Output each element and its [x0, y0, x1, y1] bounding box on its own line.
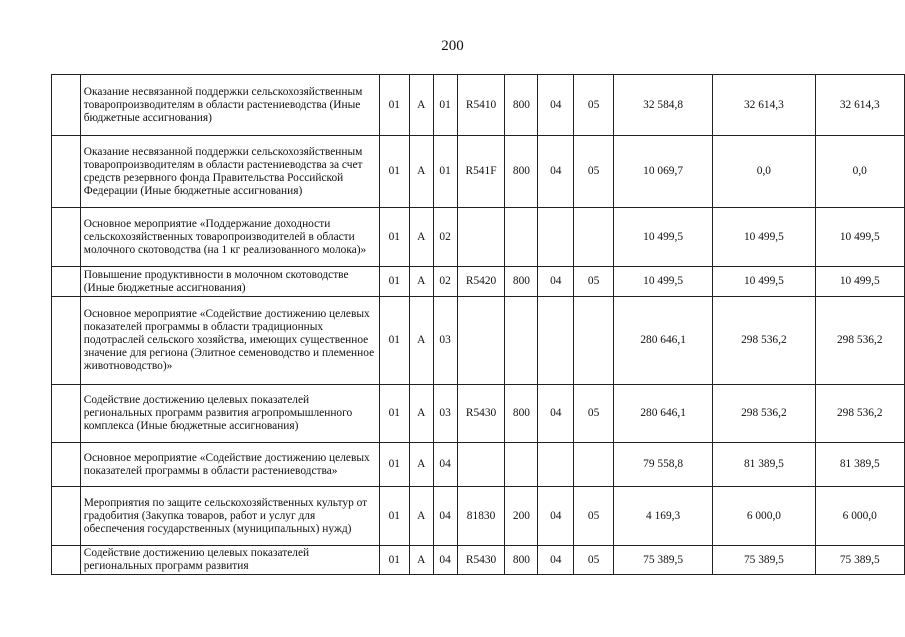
amount-year-1: 79 558,8 — [613, 443, 712, 487]
amount-year-1: 10 499,5 — [613, 208, 712, 267]
expense-type-code — [505, 297, 538, 385]
subprogram-code: А — [409, 443, 433, 487]
subsection-code — [574, 443, 614, 487]
amount-year-2: 81 389,5 — [713, 443, 815, 487]
section-code — [538, 297, 574, 385]
amount-year-3: 32 614,3 — [815, 75, 904, 136]
direction-code: R5430 — [457, 546, 505, 575]
amount-year-1: 75 389,5 — [613, 546, 712, 575]
expense-name: Повышение продуктивности в молочном скотоводстве (Иные бюджетные ассигнования) — [80, 267, 379, 297]
subprogram-code: А — [409, 487, 433, 546]
subsection-code: 05 — [574, 267, 614, 297]
main-activity-code: 02 — [433, 208, 457, 267]
direction-code — [457, 443, 505, 487]
subsection-code — [574, 208, 614, 267]
program-code: 01 — [379, 487, 409, 546]
direction-code: R5420 — [457, 267, 505, 297]
table-row — [52, 546, 905, 575]
subprogram-code: А — [409, 385, 433, 443]
program-code: 01 — [379, 208, 409, 267]
subsection-code: 05 — [574, 385, 614, 443]
expense-type-code — [505, 443, 538, 487]
expense-type-code — [505, 208, 538, 267]
subprogram-code: А — [409, 267, 433, 297]
subsection-code: 05 — [574, 487, 614, 546]
program-code: 01 — [379, 385, 409, 443]
expense-name: Содействие достижению целевых показателей региональных программ развития агропромышленного комплекса (Иные бюджетные ассигнования) — [80, 385, 379, 443]
row-blank-cell — [52, 487, 81, 546]
subprogram-code: А — [409, 297, 433, 385]
subsection-code — [574, 297, 614, 385]
expense-name: Основное мероприятие «Содействие достижению целевых показателей программы в области растениеводства» — [80, 443, 379, 487]
subsection-code: 05 — [574, 75, 614, 136]
table-row — [52, 208, 905, 267]
table-row — [52, 385, 905, 443]
expense-name: Основное мероприятие «Поддержание доходности сельскохозяйственных товаропроизводителей в области молочного скотоводства (на 1 кг реализованного молока)» — [80, 208, 379, 267]
subsection-code: 05 — [574, 136, 614, 208]
amount-year-3: 6 000,0 — [815, 487, 904, 546]
program-code: 01 — [379, 546, 409, 575]
main-activity-code: 04 — [433, 443, 457, 487]
main-activity-code: 04 — [433, 487, 457, 546]
subprogram-code: А — [409, 546, 433, 575]
subprogram-code: А — [409, 136, 433, 208]
amount-year-2: 298 536,2 — [713, 385, 815, 443]
amount-year-2: 0,0 — [713, 136, 815, 208]
program-code: 01 — [379, 297, 409, 385]
amount-year-3: 298 536,2 — [815, 297, 904, 385]
section-code: 04 — [538, 385, 574, 443]
amount-year-3: 75 389,5 — [815, 546, 904, 575]
main-activity-code: 01 — [433, 75, 457, 136]
table-row — [52, 136, 905, 208]
direction-code: R541F — [457, 136, 505, 208]
section-code: 04 — [538, 487, 574, 546]
row-blank-cell — [52, 75, 81, 136]
expense-name: Основное мероприятие «Содействие достижению целевых показателей программы в области традиционных подотраслей сельского хозяйства, имеющих существенное значение для региона (Элитное семеноводство и племенное животноводство)» — [80, 297, 379, 385]
page-number: 200 — [441, 38, 464, 54]
section-code: 04 — [538, 546, 574, 575]
row-blank-cell — [52, 546, 81, 575]
expense-type-code: 800 — [505, 385, 538, 443]
amount-year-1: 32 584,8 — [613, 75, 712, 136]
amount-year-1: 4 169,3 — [613, 487, 712, 546]
expense-type-code: 800 — [505, 75, 538, 136]
main-activity-code: 02 — [433, 267, 457, 297]
expense-name: Мероприятия по защите сельскохозяйственных культур от градобития (Закупка товаров, работ и услуг для обеспечения государственных (муниципальных) нужд) — [80, 487, 379, 546]
amount-year-2: 75 389,5 — [713, 546, 815, 575]
section-code: 04 — [538, 136, 574, 208]
amount-year-3: 10 499,5 — [815, 208, 904, 267]
budget-table — [51, 74, 905, 575]
subprogram-code: А — [409, 208, 433, 267]
direction-code: R5430 — [457, 385, 505, 443]
direction-code — [457, 208, 505, 267]
expense-name: Содействие достижению целевых показателей региональных программ развития — [80, 546, 379, 575]
amount-year-1: 280 646,1 — [613, 385, 712, 443]
direction-code — [457, 297, 505, 385]
amount-year-1: 10 499,5 — [613, 267, 712, 297]
row-blank-cell — [52, 385, 81, 443]
table-row — [52, 267, 905, 297]
main-activity-code: 03 — [433, 385, 457, 443]
expense-type-code: 800 — [505, 136, 538, 208]
main-activity-code: 03 — [433, 297, 457, 385]
section-code: 04 — [538, 75, 574, 136]
subsection-code: 05 — [574, 546, 614, 575]
row-blank-cell — [52, 136, 81, 208]
amount-year-1: 10 069,7 — [613, 136, 712, 208]
table-row — [52, 75, 905, 136]
amount-year-3: 10 499,5 — [815, 267, 904, 297]
program-code: 01 — [379, 136, 409, 208]
subprogram-code: А — [409, 75, 433, 136]
expense-type-code: 800 — [505, 267, 538, 297]
direction-code: R5410 — [457, 75, 505, 136]
table-row — [52, 443, 905, 487]
amount-year-3: 81 389,5 — [815, 443, 904, 487]
amount-year-1: 280 646,1 — [613, 297, 712, 385]
amount-year-2: 298 536,2 — [713, 297, 815, 385]
program-code: 01 — [379, 267, 409, 297]
direction-code: 81830 — [457, 487, 505, 546]
expense-name: Оказание несвязанной поддержки сельскохозяйственным товаропроизводителям в области растениеводства (Иные бюджетные ассигнования) — [80, 75, 379, 136]
amount-year-2: 10 499,5 — [713, 208, 815, 267]
section-code — [538, 443, 574, 487]
section-code — [538, 208, 574, 267]
program-code: 01 — [379, 75, 409, 136]
amount-year-2: 6 000,0 — [713, 487, 815, 546]
amount-year-2: 10 499,5 — [713, 267, 815, 297]
amount-year-3: 298 536,2 — [815, 385, 904, 443]
expense-type-code: 200 — [505, 487, 538, 546]
amount-year-2: 32 614,3 — [713, 75, 815, 136]
amount-year-3: 0,0 — [815, 136, 904, 208]
table-row — [52, 297, 905, 385]
program-code: 01 — [379, 443, 409, 487]
row-blank-cell — [52, 297, 81, 385]
expense-name: Оказание несвязанной поддержки сельскохозяйственным товаропроизводителям в области растениеводства за счет средств резервного фонда Правительства Российской Федерации (Иные бюджетные ассигнования) — [80, 136, 379, 208]
table-row — [52, 487, 905, 546]
row-blank-cell — [52, 443, 81, 487]
main-activity-code: 04 — [433, 546, 457, 575]
row-blank-cell — [52, 208, 81, 267]
section-code: 04 — [538, 267, 574, 297]
main-activity-code: 01 — [433, 136, 457, 208]
expense-type-code: 800 — [505, 546, 538, 575]
row-blank-cell — [52, 267, 81, 297]
